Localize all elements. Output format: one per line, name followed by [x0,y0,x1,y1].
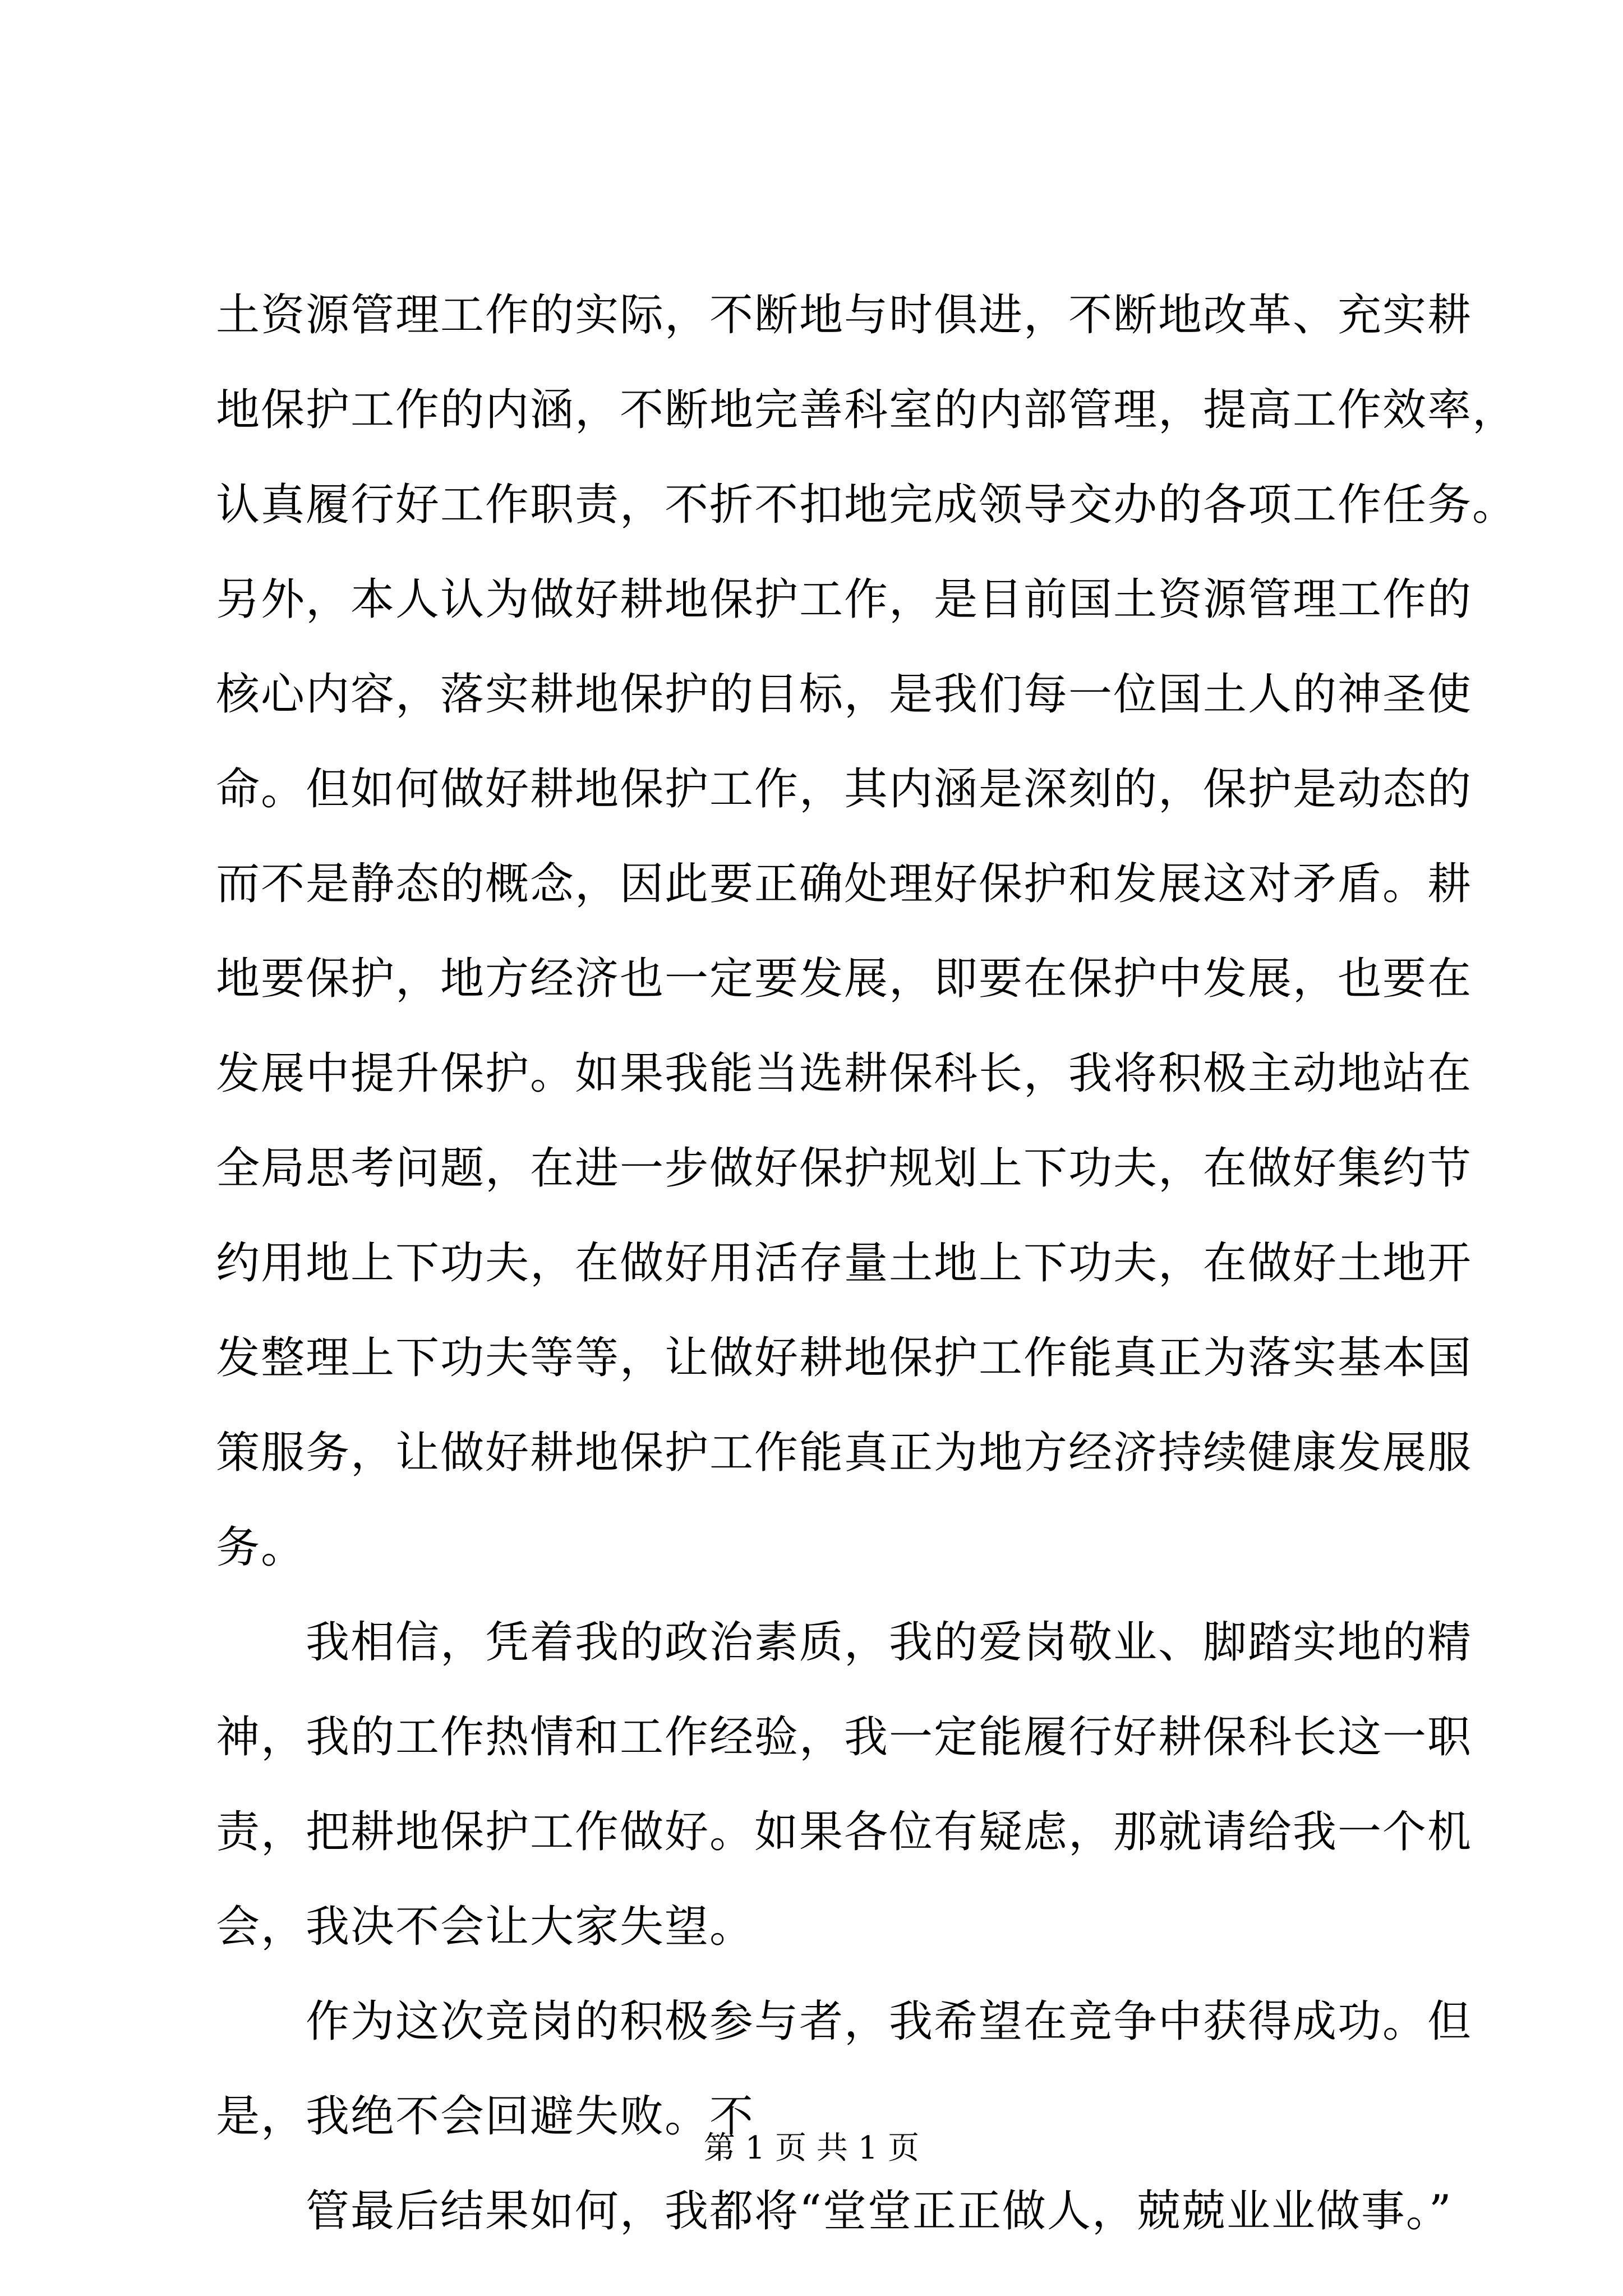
text-line-19: 作为这次竞岗的积极参与者，我希望在竞争中获得成功。但 [306,1996,1473,2047]
text-line-20: 是，我绝不会回避失败。不 [216,2091,755,2142]
text-line-9: 发展中提升保护。如果我能当选耕保科长，我将积极主动地站在 [216,1048,1473,1099]
text-line-4: 另外，本人认为做好耕地保护工作，是目前国土资源管理工作的 [216,574,1473,625]
text-line-14: 务。 [216,1522,306,1573]
text-line-3: 认真履行好工作职责，不折不扣地完成领导交办的各项工作任务。 [216,480,1518,530]
text-line-21: 管最后结果如何，我都将“堂堂正正做人，兢兢业业做事。” [306,2186,1453,2237]
text-line-15: 我相信，凭着我的政治素质，我的爱岗敬业、脚踏实地的精 [306,1617,1473,1668]
text-line-5: 核心内容，落实耕地保护的目标，是我们每一位国土人的神圣使 [216,669,1473,720]
text-line-7: 而不是静态的概念，因此要正确处理好保护和发展这对矛盾。耕 [216,859,1473,909]
text-line-10: 全局思考问题，在进一步做好保护规划上下功夫，在做好集约节 [216,1143,1473,1194]
page-footer: 第 1 页 共 1 页 [703,2130,920,2166]
text-line-18: 会，我决不会让大家失望。 [216,1902,755,1952]
text-line-8: 地要保护，地方经济也一定要发展，即要在保护中发展，也要在 [216,954,1473,1004]
text-line-17: 责，把耕地保护工作做好。如果各位有疑虑，那就请给我一个机 [216,1807,1473,1857]
text-line-16: 神，我的工作热情和工作经验，我一定能履行好耕保科长这一职 [216,1712,1473,1763]
document-body [216,268,1518,2259]
text-line-11: 约用地上下功夫，在做好用活存量土地上下功夫，在做好土地开 [216,1238,1473,1289]
text-line-12: 发整理上下功夫等等，让做好耕地保护工作能真正为落实基本国 [216,1333,1473,1383]
text-line-1: 土资源管理工作的实际，不断地与时俱进，不断地改革、充实耕 [216,290,1473,341]
text-line-2: 地保护工作的内涵，不断地完善科室的内部管理，提高工作效率， [216,385,1518,435]
text-line-13: 策服务，让做好耕地保护工作能真正为地方经济持续健康发展服 [216,1428,1473,1478]
text-line-6: 命。但如何做好耕地保护工作，其内涵是深刻的，保护是动态的 [216,764,1473,815]
